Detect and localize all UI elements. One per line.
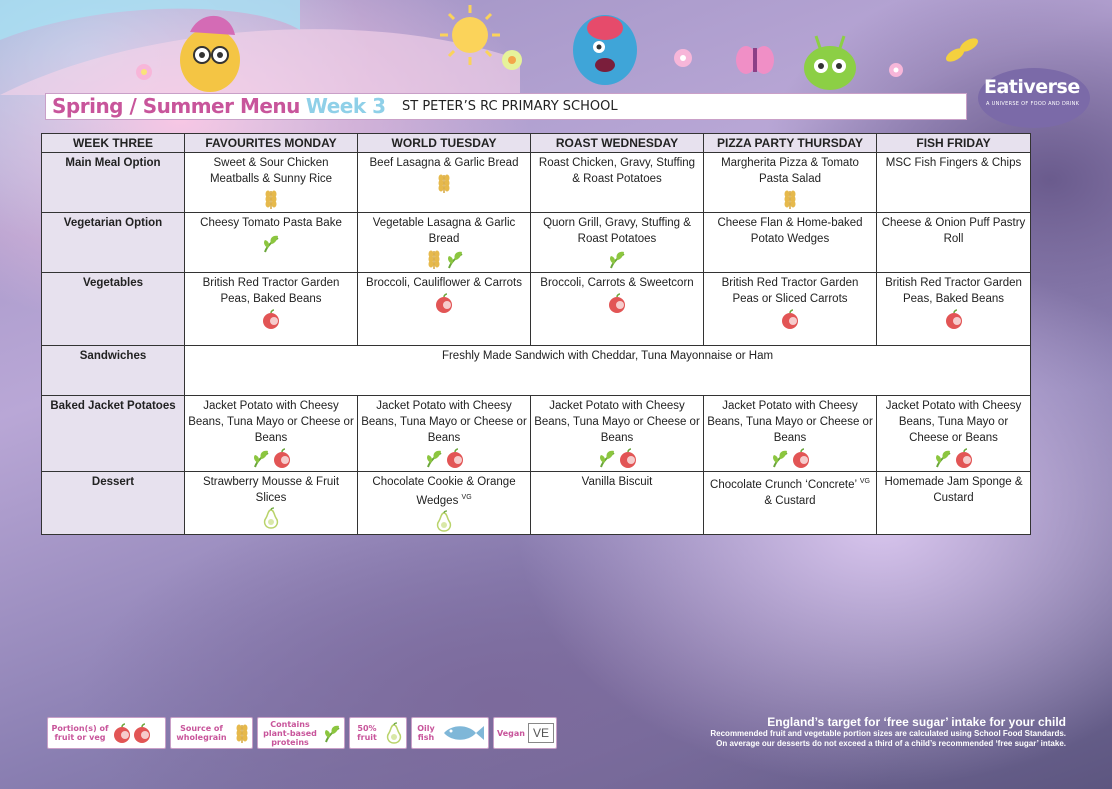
menu-title: Spring / Summer Menu xyxy=(52,94,300,118)
plant-protein-icon xyxy=(322,722,342,744)
dish-text: Homemade Jam Sponge & Custard xyxy=(884,476,1023,504)
diet-icons xyxy=(707,188,873,210)
column-header: FAVOURITES MONDAY xyxy=(185,134,358,153)
row-label: Sandwiches xyxy=(42,346,185,396)
menu-cell xyxy=(704,213,877,273)
wholegrain-icon xyxy=(780,188,800,210)
table-row xyxy=(42,273,1031,346)
menu-cell xyxy=(185,273,358,346)
sandwich-cell: Freshly Made Sandwich with Cheddar, Tuna Mayonnaise or Ham xyxy=(185,346,1031,396)
menu-cell xyxy=(877,273,1031,346)
dish-text: British Red Tractor Garden Peas, Baked Beans xyxy=(202,277,340,305)
diet-icons xyxy=(880,308,1027,330)
dish-text: Roast Chicken, Gravy, Stuffing & Roast Potatoes xyxy=(538,157,696,185)
dish-text: Vanilla Biscuit xyxy=(581,476,653,488)
legend-vegan xyxy=(493,717,557,749)
diet-icons xyxy=(361,510,527,532)
school-name: ST PETER’S RC PRIMARY SCHOOL xyxy=(402,99,618,114)
diet-icons xyxy=(707,447,873,469)
monster-character-icon xyxy=(573,15,637,85)
menu-cell xyxy=(877,153,1031,213)
dish-text: Cheese & Onion Puff Pastry Roll xyxy=(881,217,1026,245)
legend-fruit-veg xyxy=(47,717,166,749)
legend-wholegrain xyxy=(170,717,253,749)
fruit-veg-icon xyxy=(261,308,281,330)
flower-icon xyxy=(674,49,692,67)
page-title xyxy=(52,94,386,119)
menu-cell xyxy=(358,153,531,213)
menu-cell xyxy=(185,213,358,273)
butterfly-icon xyxy=(736,46,774,74)
dish-text: Jacket Potato with Cheesy Beans, Tuna Mayo or Cheese or Beans xyxy=(534,400,700,444)
dish-text: Cheesy Tomato Pasta Bake xyxy=(200,217,342,229)
plant-protein-icon xyxy=(251,447,271,469)
dish-text: Margherita Pizza & Tomato Pasta Salad xyxy=(721,157,859,185)
fifty-fruit-icon xyxy=(384,722,404,744)
flower-icon xyxy=(136,64,152,80)
fruit-veg-icon xyxy=(272,447,292,469)
fruit-veg-icon xyxy=(434,292,454,314)
diet-icons xyxy=(361,292,527,314)
menu-cell xyxy=(877,213,1031,273)
menu-cell xyxy=(531,472,704,535)
dish-text: Jacket Potato with Cheesy Beans, Tuna Mayo or Cheese or Beans xyxy=(885,400,1022,444)
diet-icons xyxy=(534,248,700,270)
row-label: Vegetarian Option xyxy=(42,213,185,273)
logo-name: Eativerse xyxy=(984,76,1080,98)
vegan-mark: VG xyxy=(461,494,472,501)
menu-cell xyxy=(704,273,877,346)
diet-icons xyxy=(534,447,700,469)
legend-label: 50% fruit xyxy=(357,724,377,742)
dish-text: Beef Lasagna & Garlic Bread xyxy=(369,157,519,169)
wholegrain-icon xyxy=(232,722,252,744)
row-label: Vegetables xyxy=(42,273,185,346)
column-header: FISH FRIDAY xyxy=(877,134,1031,153)
dish-text-extra: & Custard xyxy=(764,494,816,507)
flower-icon xyxy=(502,50,522,70)
sugar-note xyxy=(710,715,1066,749)
column-header: WORLD TUESDAY xyxy=(358,134,531,153)
table-row xyxy=(42,396,1031,472)
plant-protein-icon xyxy=(933,447,953,469)
dish-text: Jacket Potato with Cheesy Beans, Tuna Mayo or Cheese or Beans xyxy=(707,400,873,444)
header-row xyxy=(42,134,1031,153)
eativerse-logo xyxy=(978,68,1090,128)
menu-cell xyxy=(358,273,531,346)
menu-cell xyxy=(877,472,1031,535)
diet-icons xyxy=(188,188,354,210)
row-label: Dessert xyxy=(42,472,185,535)
monster-character-icon xyxy=(180,16,240,92)
sugar-note-heading: England’s target for ‘free sugar’ intake for your child xyxy=(767,715,1066,729)
dish-text: Cheese Flan & Home-baked Potato Wedges xyxy=(717,217,863,245)
menu-cell xyxy=(358,396,531,472)
dish-text: Broccoli, Carrots & Sweetcorn xyxy=(540,277,694,289)
dish-text: Broccoli, Cauliflower & Carrots xyxy=(366,277,522,289)
legend-label: Source of wholegrain xyxy=(176,724,227,742)
legend-plant-protein xyxy=(257,717,345,749)
fish-icon xyxy=(440,722,486,744)
flower-icon xyxy=(889,63,903,77)
diet-icons xyxy=(361,447,527,469)
fifty-fruit-icon xyxy=(261,507,281,529)
plant-protein-icon xyxy=(597,447,617,469)
legend-label: Portion(s) of fruit or veg xyxy=(51,724,109,742)
diet-icons xyxy=(707,308,873,330)
week-label: Week 3 xyxy=(305,94,386,118)
sugar-note-line: On average our desserts do not exceed a third of a child’s recommended ‘free sugar’ intake. xyxy=(716,739,1066,748)
fruit-veg-icon xyxy=(954,447,974,469)
fruit-veg-icon xyxy=(607,292,627,314)
alien-character-icon xyxy=(804,36,856,90)
dish-text: British Red Tractor Garden Peas or Sliced Carrots xyxy=(721,277,859,305)
diet-icons xyxy=(188,308,354,330)
dish-text: Vegetable Lasagna & Garlic Bread xyxy=(372,217,516,245)
plant-protein-icon xyxy=(445,248,465,270)
wholegrain-icon xyxy=(261,188,281,210)
menu-table xyxy=(41,133,1031,535)
dish-text: Jacket Potato with Cheesy Beans, Tuna Mayo or Cheese or Beans xyxy=(361,400,527,444)
dish-text: Sweet & Sour Chicken Meatballs & Sunny Rice xyxy=(209,157,333,185)
legend-fifty-fruit xyxy=(349,717,407,749)
menu-cell xyxy=(185,396,358,472)
plant-protein-icon xyxy=(424,447,444,469)
menu-cell xyxy=(704,396,877,472)
vegan-mark: VG xyxy=(859,478,870,485)
fruit-veg-icon xyxy=(791,447,811,469)
fruit-veg-icon xyxy=(780,308,800,330)
legend-oily-fish xyxy=(411,717,489,749)
legend-label: Vegan xyxy=(497,728,525,738)
dish-text: Quorn Grill, Gravy, Stuffing & Roast Potatoes xyxy=(543,217,691,245)
menu-cell xyxy=(531,396,704,472)
fruit-veg-icon xyxy=(132,722,152,744)
fruit-veg-icon xyxy=(944,308,964,330)
diet-icons xyxy=(188,232,354,254)
diet-icons xyxy=(188,507,354,529)
diet-icons xyxy=(188,447,354,469)
dish-text: British Red Tractor Garden Peas, Baked Beans xyxy=(885,277,1022,305)
table-row xyxy=(42,153,1031,213)
menu-cell xyxy=(531,273,704,346)
wholegrain-icon xyxy=(434,172,454,194)
menu-cell xyxy=(531,153,704,213)
column-header: PIZZA PARTY THURSDAY xyxy=(704,134,877,153)
menu-cell xyxy=(704,153,877,213)
diet-icons xyxy=(534,292,700,314)
row-label: Main Meal Option xyxy=(42,153,185,213)
decorative-banner xyxy=(0,0,1112,95)
dish-text: Chocolate Crunch ‘Concrete’ xyxy=(710,478,857,491)
menu-cell xyxy=(704,472,877,535)
fruit-veg-icon xyxy=(445,447,465,469)
legend-label: Oily fish xyxy=(417,724,435,742)
menu-cell xyxy=(358,213,531,273)
column-header: WEEK THREE xyxy=(42,134,185,153)
dish-text: Chocolate Cookie & Orange Wedges xyxy=(372,476,516,507)
row-label: Baked Jacket Potatoes xyxy=(42,396,185,472)
dish-text: Strawberry Mousse & Fruit Slices xyxy=(202,476,340,504)
menu-cell xyxy=(185,153,358,213)
menu-cell xyxy=(185,472,358,535)
fruit-veg-icon xyxy=(112,722,132,744)
menu-cell xyxy=(531,213,704,273)
diet-icons xyxy=(880,447,1027,469)
diet-icons xyxy=(361,248,527,270)
table-row xyxy=(42,213,1031,273)
menu-cell xyxy=(877,396,1031,472)
diet-icons xyxy=(361,172,527,194)
menu-cell xyxy=(358,472,531,535)
table-row xyxy=(42,472,1031,535)
dish-text: MSC Fish Fingers & Chips xyxy=(885,157,1022,169)
vegan-badge: VE xyxy=(528,723,554,743)
table-row xyxy=(42,346,1031,396)
plant-protein-icon xyxy=(261,232,281,254)
legend-label: Contains plant-based proteins xyxy=(263,719,317,747)
plant-protein-icon xyxy=(607,248,627,270)
logo-tagline: A UNIVERSE OF FOOD AND DRINK xyxy=(986,101,1080,107)
header-bar xyxy=(45,93,967,120)
sugar-note-line: Recommended fruit and vegetable portion sizes are calculated using School Food Standards. xyxy=(710,729,1066,738)
plant-protein-icon xyxy=(770,447,790,469)
dish-text: Jacket Potato with Cheesy Beans, Tuna Mayo or Cheese or Beans xyxy=(188,400,354,444)
fifty-fruit-icon xyxy=(434,510,454,532)
fruit-veg-icon xyxy=(618,447,638,469)
wholegrain-icon xyxy=(424,248,444,270)
column-header: ROAST WEDNESDAY xyxy=(531,134,704,153)
leaf-branch-icon xyxy=(944,36,980,65)
